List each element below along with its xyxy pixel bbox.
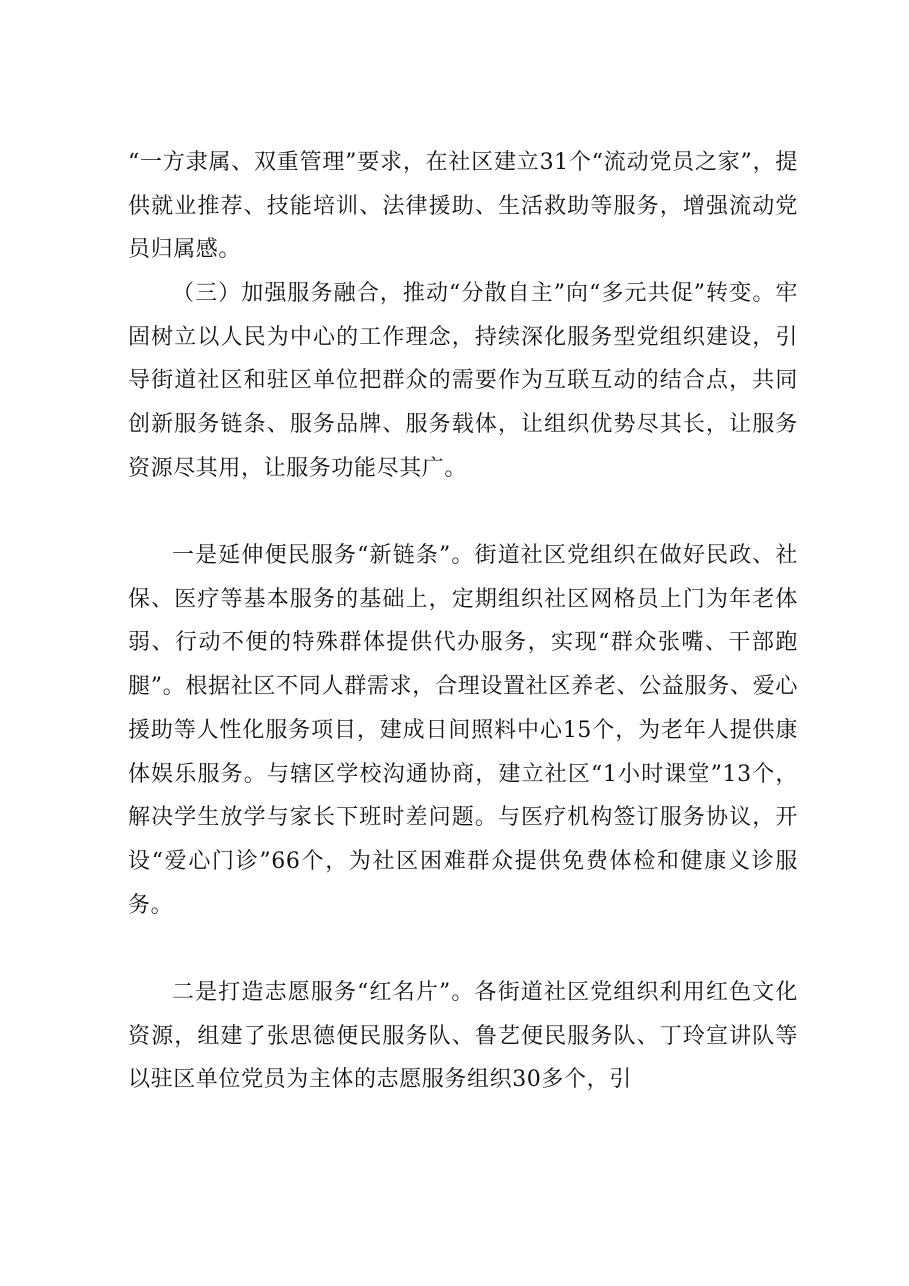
paragraph-item-one: 一是延伸便民服务“新链条”。街道社区党组织在做好民政、社保、医疗等基本服务的基础上，定期组织社区网格员上门为年老体弱、行动不便的特殊群体提供代办服务，实现“群众张嘴、干部跑腿”。根据社区不同人群需求，合理设置社区养老、公益服务、爱心援助等人性化服务项目，建成日间照料中心15个，为老年人提供康体娱乐服务。与辖区学校沟通协商，建立社区“1小时课堂”13个，解决学生放学与家长下班时差问题。与医疗机构签订服务协议，开设“爱心门诊”66个，为社区困难群众提供免费体检和健康义诊服务。	[128, 543, 798, 918]
paragraph-section-three: （三）加强服务融合，推动“分散自主”向“多元共促”转变。牢固树立以人民为中心的工作理念，持续深化服务型党组织建设，引导街道社区和驻区单位把群众的需要作为互联互动的结合点，共同创新服务链条、服务品牌、服务载体，让组织优势尽其长，让服务资源尽其用，让服务功能尽其广。	[128, 281, 798, 481]
paragraph-continuation: “一方隶属、双重管理”要求，在社区建立31个“流动党员之家”，提供就业推荐、技能培训、法律援助、生活救助等服务，增强流动党员归属感。	[128, 150, 798, 263]
paragraph-item-two: 二是打造志愿服务“红名片”。各街道社区党组织利用红色文化资源，组建了张思德便民服务队、鲁艺便民服务队、丁玲宣讲队等以驻区单位党员为主体的志愿服务组织30多个，引	[128, 980, 798, 1093]
